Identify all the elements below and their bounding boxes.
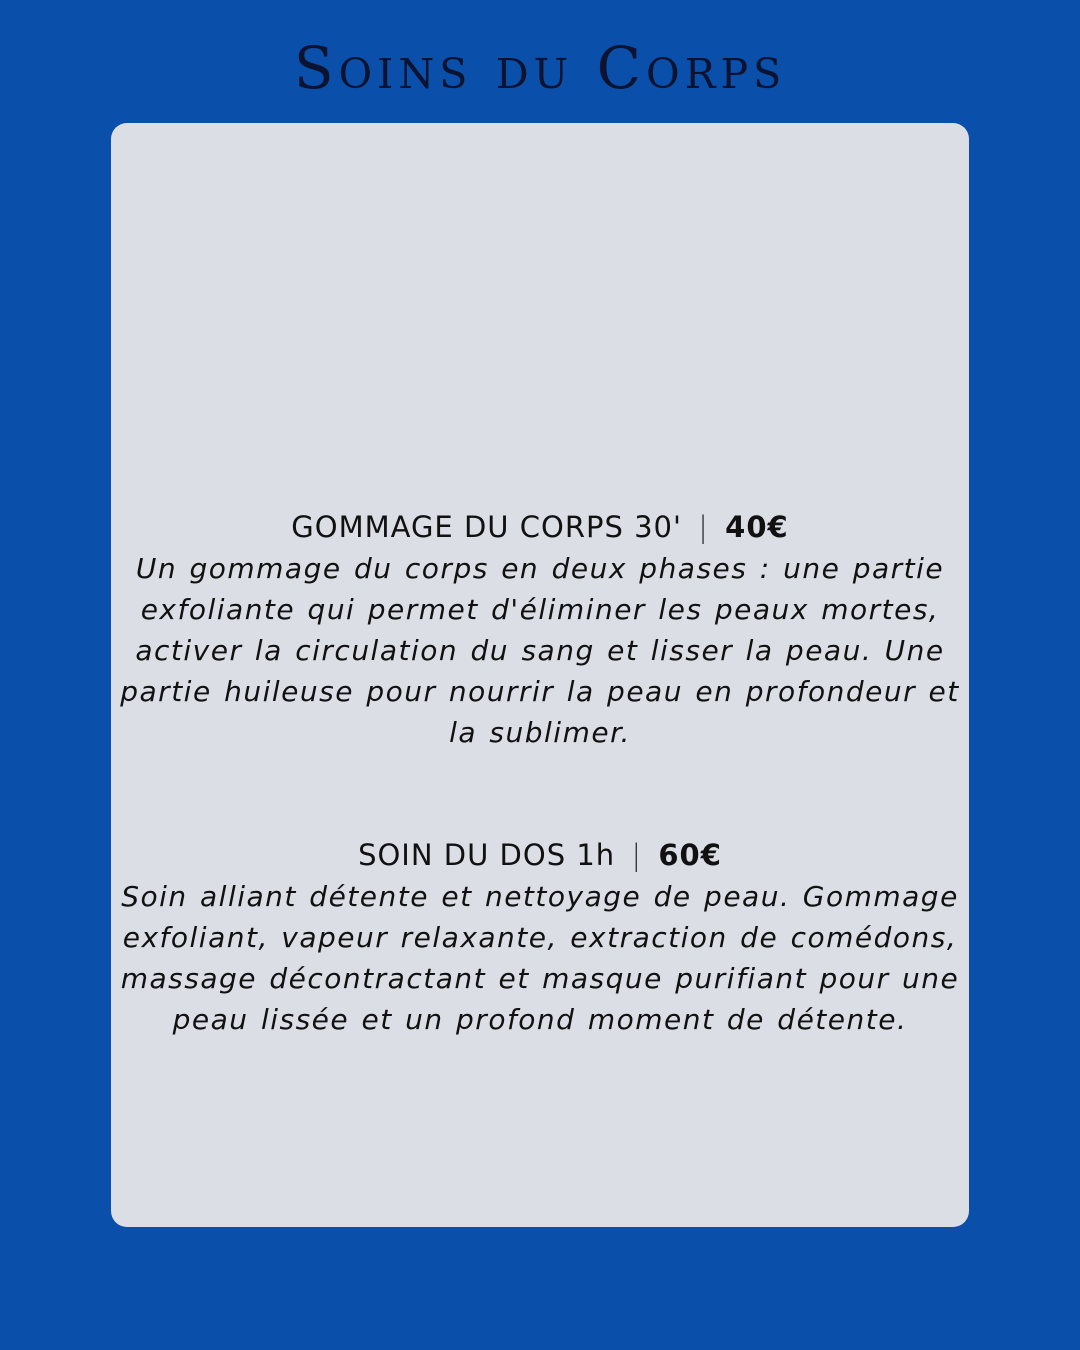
price-separator: |	[631, 838, 643, 872]
services-list	[111, 507, 969, 1040]
service-item-gommage	[111, 507, 969, 753]
service-price: 40€	[725, 510, 789, 544]
service-heading	[111, 507, 969, 548]
service-item-soin-dos	[111, 835, 969, 1040]
service-name: SOIN DU DOS 1h	[358, 838, 616, 872]
service-heading	[111, 835, 969, 876]
page-title: Soins du Corps	[293, 34, 787, 102]
service-price: 60€	[658, 838, 722, 872]
price-separator: |	[698, 510, 709, 544]
service-description: Un gommage du corps en deux phases : une partie exfoliante qui permet d'éliminer les peaux mortes, activer la circulation du sang et lisser la peau. Une partie huileuse pour nourrir la peau en profondeur et la sublimer.	[120, 552, 960, 749]
services-card	[111, 123, 969, 1227]
service-name: GOMMAGE DU CORPS 30'	[291, 510, 682, 544]
service-description: Soin alliant détente et nettoyage de peau. Gommage exfoliant, vapeur relaxante, extraction de comédons, massage décontractant et masque purifiant pour une peau lissée et un profond moment de détente.	[120, 880, 960, 1036]
